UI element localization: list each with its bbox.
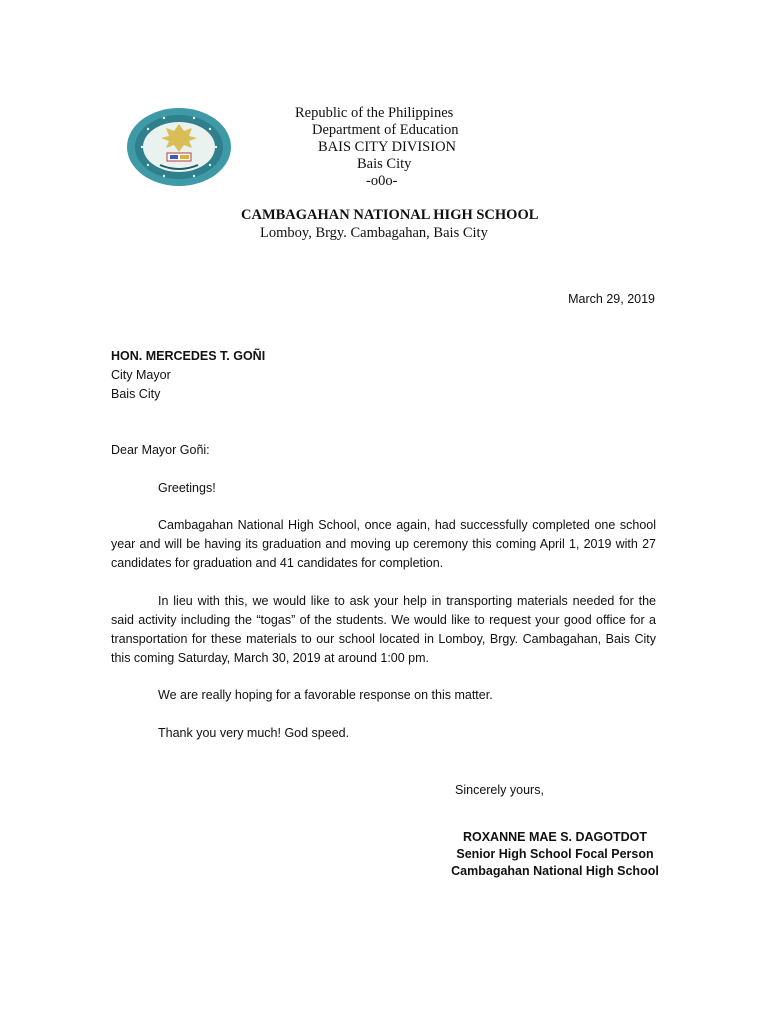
closing: Sincerely yours,	[455, 783, 544, 797]
recipient-name: HON. MERCEDES T. GOÑI	[111, 349, 266, 363]
signatory-school: Cambagahan National High School	[451, 864, 659, 878]
header-separator: -o0o-	[366, 173, 398, 189]
body-paragraph-1: Cambagahan National High School, once again, had successfully completed one school year and will be having its graduation and moving up ceremony this coming April 1, 2019 with 27 candidates for graduation and 41 candidates for completion.	[111, 518, 656, 570]
letter-date: March 29, 2019	[568, 292, 655, 306]
signatory-position: Senior High School Focal Person	[456, 847, 654, 861]
school-name: CAMBAGAHAN NATIONAL HIGH SCHOOL	[241, 207, 539, 223]
header-city: Bais City	[357, 156, 412, 172]
header-republic: Republic of the Philippines	[295, 105, 454, 121]
school-address: Lomboy, Brgy. Cambagahan, Bais City	[260, 225, 488, 241]
greeting: Greetings!	[158, 481, 216, 495]
recipient-city: Bais City	[111, 387, 161, 401]
salutation: Dear Mayor Goñi:	[111, 443, 210, 457]
header-department: Department of Education	[312, 122, 459, 138]
signatory-name: ROXANNE MAE S. DAGOTDOT	[462, 830, 648, 844]
body-paragraph-4: Thank you very much! God speed.	[158, 726, 350, 740]
body-paragraph-2: In lieu with this, we would like to ask your help in transporting materials needed for the said activity including the “togas” of the students. We would like to request your good office for a transportation for these materials to our school located in Lomboy, Brgy. Cambagahan, Bais City this coming Saturday, March 30, 2019 at around 1:00 pm.	[111, 594, 656, 665]
recipient-title: City Mayor	[111, 368, 171, 382]
header-division: BAIS CITY DIVISION	[318, 139, 457, 155]
school-seal-icon	[126, 107, 232, 187]
body-paragraph-3: We are really hoping for a favorable response on this matter.	[158, 688, 493, 702]
